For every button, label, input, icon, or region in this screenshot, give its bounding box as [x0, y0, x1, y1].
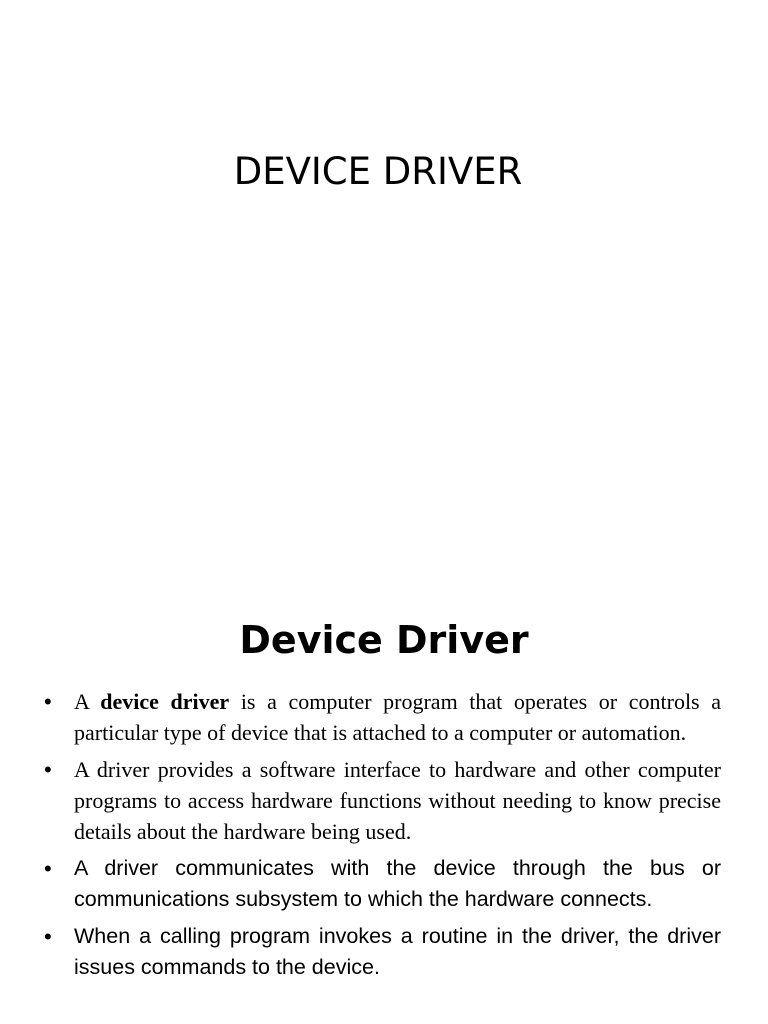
title-slide-heading: DEVICE DRIVER [233, 150, 523, 193]
bullet-marker-icon: • [44, 856, 52, 881]
content-slide-heading: Device Driver [239, 618, 529, 662]
bullet-marker-icon: • [44, 689, 52, 714]
bullet-item-2 [44, 754, 721, 847]
bullet-list [44, 686, 721, 989]
bullet-item-4 [44, 921, 721, 983]
bullet-marker-icon: • [44, 757, 52, 782]
bullet-1-prefix: A [74, 689, 101, 714]
bullet-item-1 [44, 686, 721, 748]
bullet-3-text: A driver communicates with the device through the bus or communications subsystem to which the hardware connects. [74, 856, 721, 911]
bullet-marker-icon: • [44, 924, 52, 949]
bullet-4-text: When a calling program invokes a routine in the driver, the driver issues commands to the device. [74, 924, 721, 979]
bullet-item-3 [44, 853, 721, 915]
bullet-1-term: device driver [100, 689, 230, 714]
bullet-2-text: A driver provides a software interface to hardware and other computer programs to access hardware functions without needing to know precise details about the hardware being used. [74, 757, 721, 844]
content-slide [0, 576, 768, 1024]
bullet-1-text: is a computer program that operates or controls a particular type of device that is attached to a computer or automation. [74, 689, 721, 745]
